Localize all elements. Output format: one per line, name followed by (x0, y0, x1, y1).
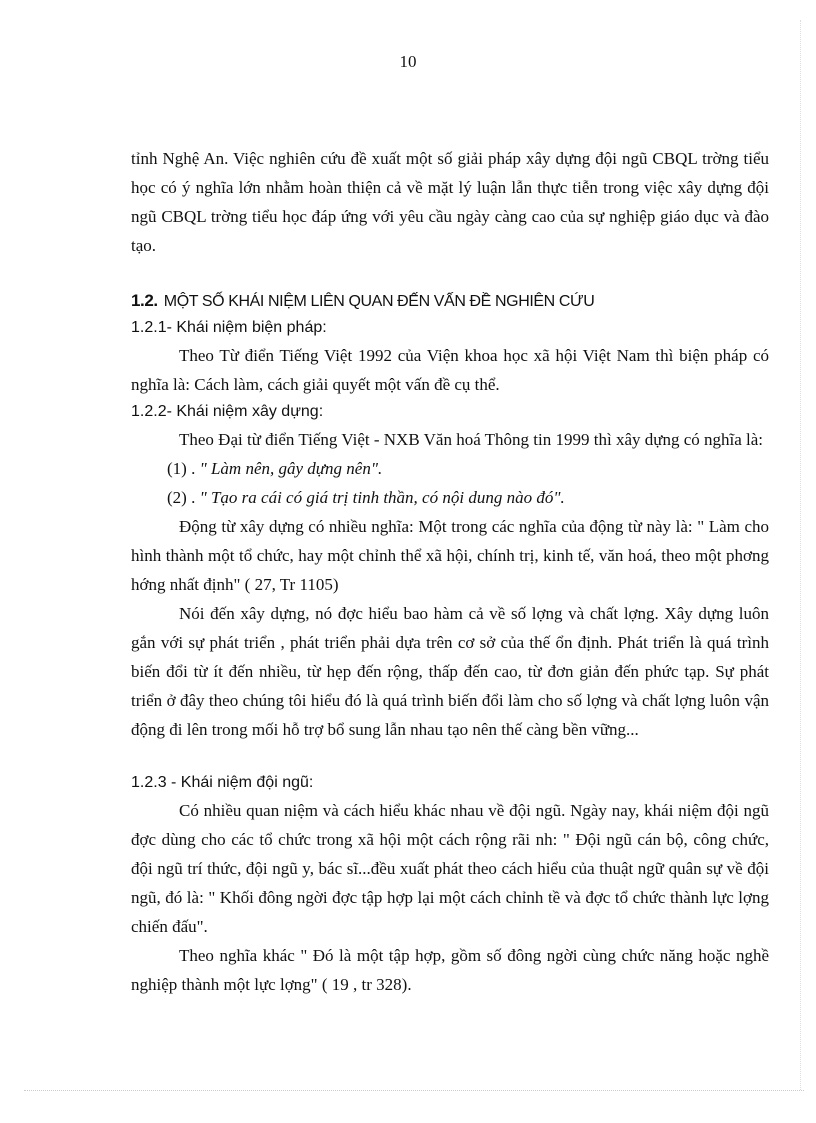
definition-item-1-text: " Làm nên, gây dựng nên". (195, 459, 383, 478)
subsection-heading-bien-phap: 1.2.1- Khái niệm biện pháp: (131, 319, 327, 336)
definition-item-2-number: (2) . (167, 488, 196, 507)
page-number: 10 (399, 52, 417, 71)
page-bottom-divider (24, 1090, 804, 1091)
section-title: MỘT SỐ KHÁI NIỆM LIÊN QUAN ĐẾN VẤN ĐỀ NGHIÊN CỨU (163, 293, 595, 310)
section-heading (131, 288, 769, 315)
definition-item-2 (131, 483, 769, 512)
intro-paragraph: tỉnh Nghệ An. Việc nghiên cứu đề xuất một số giải pháp xây dựng đội ngũ CBQL trờng tiểu học có ý nghĩa lớn nhằm hoàn thiện cả về mặt lý luận lẫn thực tiễn trong việc xây dựng đội ngũ CBQL trờng tiểu học đáp ứng với yêu cầu ngày càng cao của sự nghiệp giáo dục và đào tạo. (131, 149, 769, 255)
definition-item-1 (131, 454, 769, 483)
subsection-heading-doi-ngu: 1.2.3 - Khái niệm đội ngũ: (131, 774, 314, 791)
page-right-divider (800, 20, 801, 1090)
paragraph-phat-trien: Nói đến xây dựng, nó đợc hiểu bao hàm cả về số lợng và chất lợng. Xây dựng luôn gắn với sự phát triển , phát triển phải dựa trên cơ sở của thế ổn định. Phát triển là quá trình biến đổi từ ít đến nhiều, từ hẹp đến rộng, thấp đến cao, từ đơn giản đến phức tạp. Sự phát triển ở đây theo chúng tôi hiểu đó là quá trình biến đổi làm cho số lợng và chất lợng luôn vận động đi lên trong mối hỗ trợ bổ sung lẫn nhau tạo nên thế càng bền vững... (131, 604, 769, 739)
section-number: 1.2. (131, 291, 158, 310)
paragraph-doi-ngu-2: Theo nghĩa khác " Đó là một tập hợp, gồm số đông ngời cùng chức năng hoặc nghề nghiệp thành một lực lợng" ( 19 , tr 328). (131, 946, 769, 994)
paragraph-xay-dung-definition: Theo Đại từ điển Tiếng Việt - NXB Văn hoá Thông tin 1999 thì xây dựng có nghĩa là: (179, 430, 764, 449)
definition-item-1-number: (1) . (167, 459, 196, 478)
definition-item-2-text: " Tạo ra cái có giá trị tinh thần, có nội dung nào đó". (195, 488, 565, 507)
paragraph-doi-ngu-1: Có nhiều quan niệm và cách hiểu khác nhau về đội ngũ. Ngày nay, khái niệm đội ngũ đợc dùng cho các tổ chức trong xã hội một cách rộng rãi nh: " Đội ngũ cán bộ, công chức, đội ngũ trí thức, đội ngũ y, bác sĩ...đều xuất phát theo cách hiểu của thuật ngữ quân sự về đội ngũ, đó là: " Khối đông ngời đợc tập hợp lại một cách chỉnh tề và đợc tổ chức thành lực lợng chiến đấu". (131, 801, 769, 936)
subsection-heading-xay-dung: 1.2.2- Khái niệm xây dựng: (131, 403, 324, 420)
paragraph-dong-tu-xay-dung: Động từ xây dựng có nhiều nghĩa: Một trong các nghĩa của động từ này là: " Làm cho hình thành một tổ chức, hay một chỉnh thể xã hội, chính trị, kinh tế, văn hoá, theo một phơng hớng nhất định" ( 27, Tr 1105) (131, 517, 769, 594)
paragraph-bien-phap: Theo Từ điển Tiếng Việt 1992 của Viện khoa học xã hội Việt Nam thì biện pháp có nghĩa là: Cách làm, cách giải quyết một vấn đề cụ thể. (131, 346, 769, 394)
document-body (131, 144, 769, 999)
